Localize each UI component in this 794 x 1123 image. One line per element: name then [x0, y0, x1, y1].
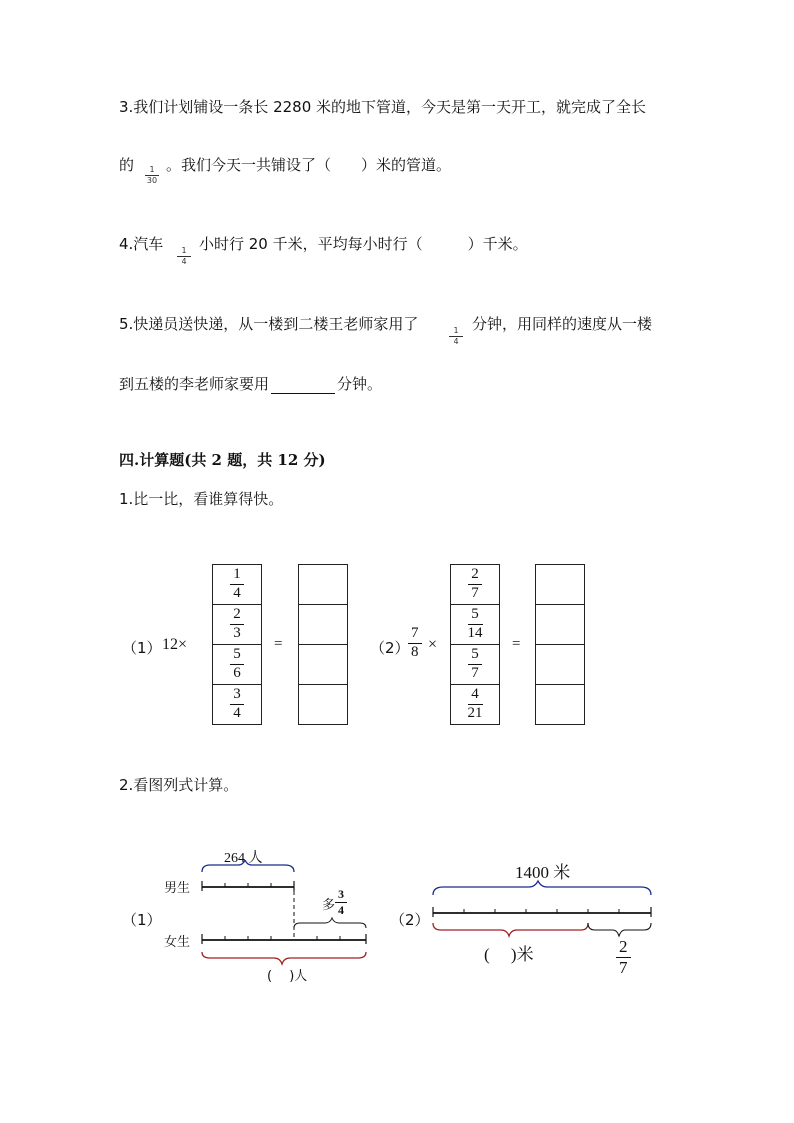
fraction-numerator: 1 [230, 567, 244, 585]
fraction-numerator: 5 [468, 647, 482, 665]
girls-label: 女生 [164, 935, 191, 950]
diagram1-label: （1） [122, 911, 162, 929]
fraction-denominator: 4 [233, 585, 241, 601]
part2-label: （2） [370, 639, 410, 657]
fraction-denominator: 6 [233, 665, 241, 681]
q3-line1: 3.我们计划铺设一条长 2280 米的地下管道，今天是第一天开工，就完成了全长 [119, 98, 647, 116]
answer-box[interactable] [536, 605, 584, 645]
q5-line1-post: 分钟，用同样的速度从一楼 [472, 315, 653, 333]
more-brace [294, 918, 366, 928]
answer-box[interactable] [299, 605, 347, 645]
fraction-denominator: 3 [233, 625, 241, 641]
part1-fraction-column [212, 564, 262, 725]
part1-cell [213, 565, 261, 605]
part2-cell [451, 645, 499, 685]
part2-cell [451, 685, 499, 724]
part1-cell [213, 645, 261, 685]
section-title: 四.计算题(共 2 题，共 12 分) [119, 451, 326, 469]
diagram2-label: （2） [390, 911, 430, 929]
answer-brace [433, 923, 588, 936]
q5-line2-pre: 到五楼的李老师家要用 [119, 375, 270, 393]
q4-post: 小时行 20 千米，平均每小时行（ ）千米。 [199, 235, 528, 253]
q4-pre: 4.汽车 [119, 235, 164, 253]
answer-box[interactable] [536, 685, 584, 724]
diagram1-svg [190, 860, 380, 970]
q4-frac-num: 1 [177, 247, 191, 257]
part2-multiplier [408, 626, 422, 661]
fraction-denominator: 21 [467, 705, 483, 721]
fraction-denominator: 4 [233, 705, 241, 721]
q3-frac-den: 30 [146, 176, 158, 185]
q3-fraction [145, 166, 159, 185]
answer-box[interactable] [299, 685, 347, 724]
part1-cell [213, 685, 261, 724]
q5-frac-num: 1 [449, 327, 463, 337]
part1-label: （1） [122, 639, 162, 657]
part1-equals: = [274, 636, 283, 652]
diagram2-total: 1400 米 [515, 863, 571, 882]
part2-answer-column [535, 564, 585, 725]
part2-cell [451, 565, 499, 605]
answer-box[interactable] [536, 645, 584, 685]
diagram2-frac-num: 2 [616, 938, 631, 958]
q5-frac-den: 4 [453, 337, 459, 346]
q3-line2-post: 。我们今天一共铺设了（ ）米的管道。 [166, 156, 452, 174]
fraction-numerator: 5 [230, 647, 244, 665]
part2-fraction-column [450, 564, 500, 725]
q3-line2-pre: 的 [119, 156, 135, 174]
part2-equals: = [512, 636, 521, 652]
fraction-numerator: 4 [468, 687, 483, 705]
boys-label: 男生 [164, 881, 191, 896]
q4-frac-den: 4 [181, 257, 187, 266]
diagram2-answer[interactable]: ( )米 [484, 945, 534, 964]
answer-box[interactable] [299, 645, 347, 685]
part2-cell [451, 605, 499, 645]
fraction-brace [588, 923, 651, 936]
answer-box[interactable] [299, 565, 347, 605]
q4-fraction [177, 247, 191, 266]
more-frac-num: 3 [335, 888, 347, 903]
diagram2-svg [425, 875, 665, 945]
q3-frac-num: 1 [145, 166, 159, 176]
part1-multiplier: 12× [162, 636, 188, 653]
fraction-numerator: 3 [230, 687, 244, 705]
q5-line2-post: 分钟。 [337, 375, 383, 393]
q5-line1-pre: 5.快递员送快递，从一楼到二楼王老师家用了 [119, 315, 419, 333]
more-label: 多 [322, 898, 336, 913]
part1-answer-column [298, 564, 348, 725]
fraction-numerator: 5 [468, 607, 483, 625]
q2-prompt: 2.看图列式计算。 [119, 776, 239, 794]
girls-brace [202, 952, 366, 964]
q5-line2 [119, 373, 382, 394]
q1-prompt: 1.比一比，看谁算得快。 [119, 490, 284, 508]
more-frac-den: 4 [338, 902, 344, 917]
multiplier-denominator: 8 [411, 643, 419, 660]
fraction-denominator: 7 [471, 665, 479, 681]
diagram2-frac-den: 7 [619, 957, 628, 977]
fraction-numerator: 2 [468, 567, 482, 585]
part1-cell [213, 605, 261, 645]
diagram1-answer[interactable]: ( )人 [267, 969, 308, 984]
total-brace [433, 881, 651, 895]
multiplier-numerator: 7 [408, 626, 422, 644]
boys-count: 264 人 [224, 851, 263, 866]
answer-box[interactable] [536, 565, 584, 605]
fraction-denominator: 7 [471, 585, 479, 601]
q5-answer-blank[interactable] [271, 379, 335, 394]
fraction-denominator: 14 [467, 625, 483, 641]
fraction-numerator: 2 [230, 607, 244, 625]
boys-brace [202, 860, 294, 872]
part2-times: × [428, 636, 438, 653]
q5-fraction [449, 327, 463, 346]
